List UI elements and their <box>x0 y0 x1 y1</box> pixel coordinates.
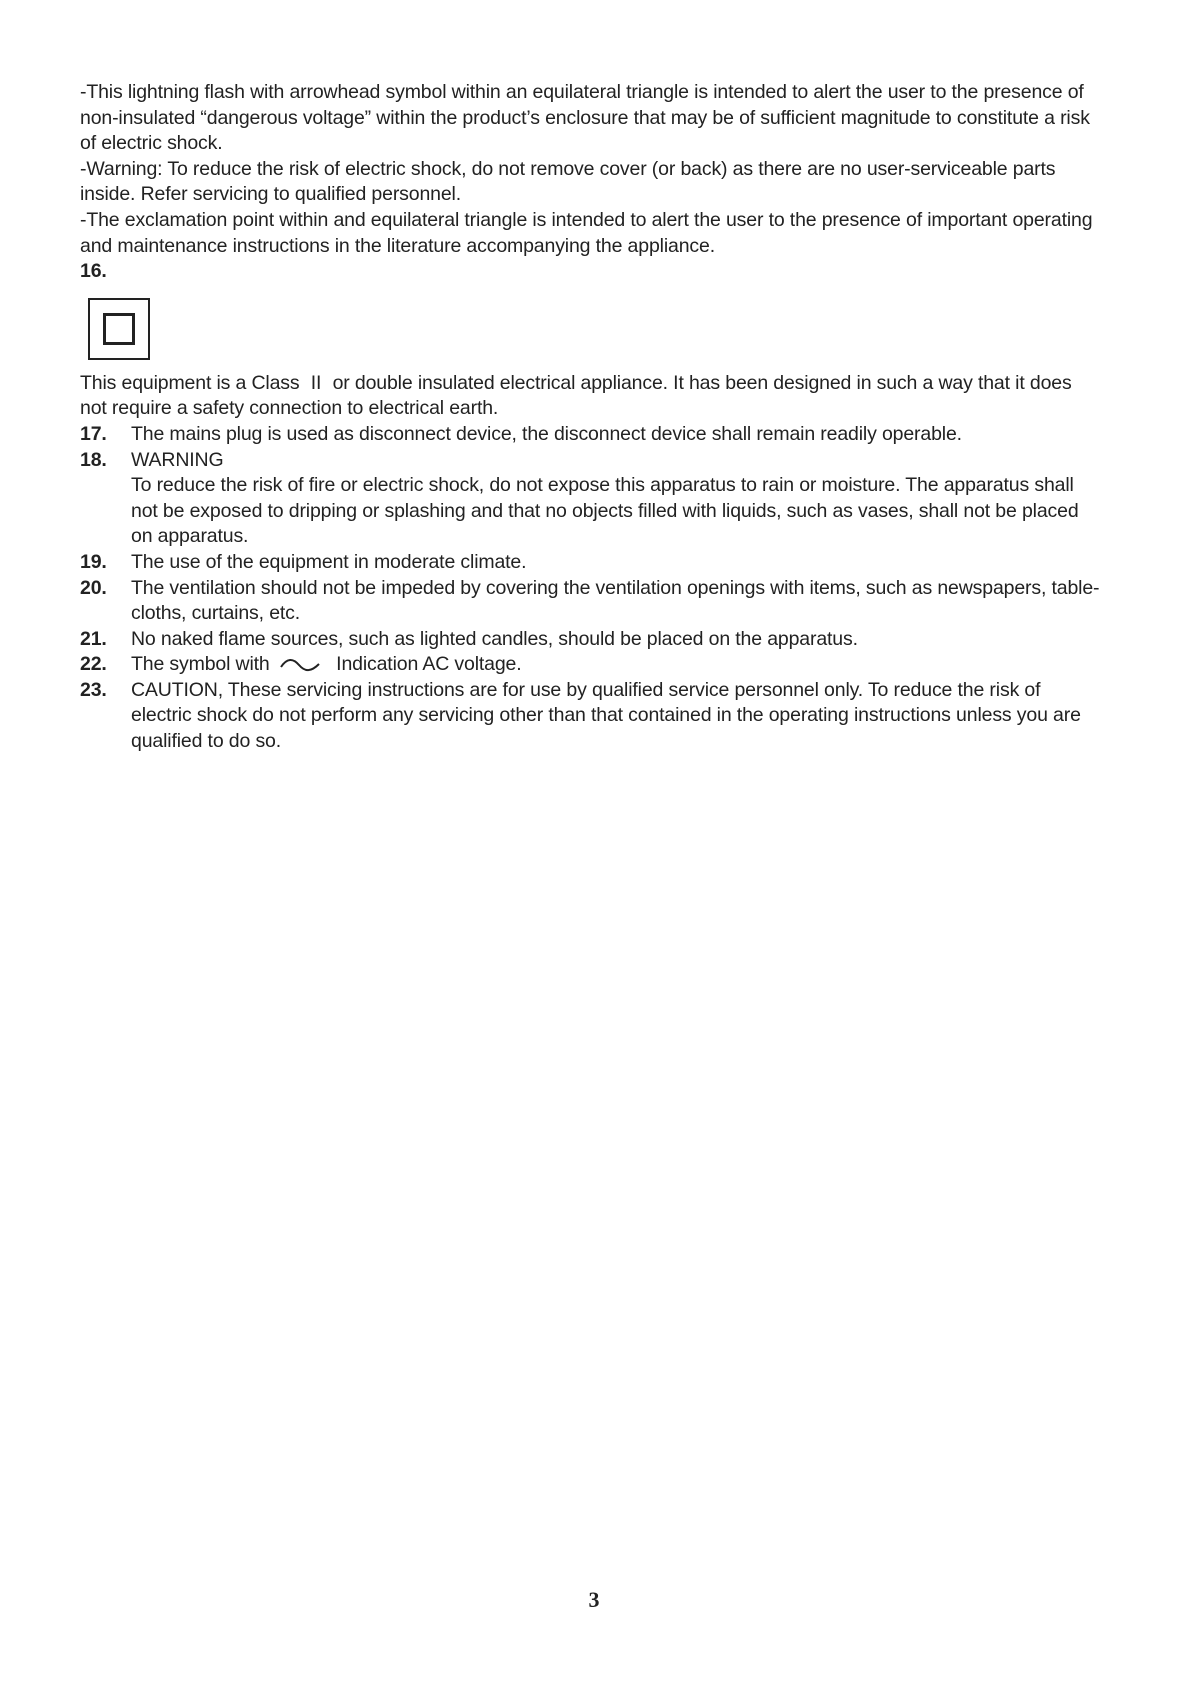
page-number: 3 <box>588 1587 600 1612</box>
item-text: CAUTION, These servicing instructions are for use by qualified service personnel only. To reduce the risk of electric shock do not perform any servicing other than that contained in the operating instructions unless you are qualified to do so. <box>131 678 1081 753</box>
item-number: 17. <box>80 422 107 445</box>
item-text: WARNING <box>131 448 224 471</box>
item-number: 22. <box>80 653 107 676</box>
list-item-22 <box>80 652 1100 678</box>
list-item-20 <box>80 576 1100 627</box>
item-16-number: 16. <box>80 260 107 283</box>
exclamation-paragraph: -The exclamation point within and equilateral triangle is intended to alert the user to the presence of important operating and maintenance instructions in the literature accompanying the appliance. <box>80 208 1093 257</box>
item-18-detail: To reduce the risk of fire or electric shock, do not expose this apparatus to rain or moisture. The apparatus shall not be exposed to dripping or splashing and that no objects filled with liquids, such as vases, shall not be placed on apparatus. <box>131 474 1079 548</box>
class-ii-text-after: or double insulated electrical appliance. It has been designed in such a way that it does not require a safety connection to electrical earth. <box>80 371 1072 420</box>
list-item-19 <box>80 550 1100 576</box>
list-item-23 <box>80 678 1100 755</box>
item-text: The mains plug is used as disconnect device, the disconnect device shall remain readily operable. <box>131 422 962 445</box>
item-number: 18. <box>80 448 107 471</box>
item-number: 20. <box>80 576 107 599</box>
class-ii-mark: II <box>310 371 322 394</box>
lightning-paragraph: -This lightning flash with arrowhead symbol within an equilateral triangle is intended to alert the user to the presence of non-insulated “dangerous voltage” within the product’s enclosure that may be of sufficient magnitude to constitute a risk of electric shock. <box>80 81 1090 155</box>
double-insulation-inner-square <box>103 313 135 345</box>
item-text: No naked flame sources, such as lighted candles, should be placed on the apparatus. <box>131 627 858 650</box>
document-body <box>80 80 1100 755</box>
double-insulation-square-icon <box>88 298 150 360</box>
item-number: 23. <box>80 678 107 701</box>
class-ii-paragraph <box>80 371 1100 422</box>
ac-tilde-icon <box>279 656 323 674</box>
item-number: 19. <box>80 550 107 573</box>
list-item-21 <box>80 627 1100 653</box>
class-ii-text-before: This equipment is a Class <box>80 371 305 394</box>
list-item-18 <box>80 448 1100 550</box>
warning-paragraph: -Warning: To reduce the risk of electric shock, do not remove cover (or back) as there are no user-serviceable parts inside. Refer servicing to qualified personnel. <box>80 157 1056 206</box>
item-text-after: Indication AC voltage. <box>330 653 522 676</box>
list-item-17 <box>80 422 1100 448</box>
item-text-before: The symbol with <box>131 653 275 676</box>
item-number: 21. <box>80 627 107 650</box>
item-text: The use of the equipment in moderate climate. <box>131 550 527 573</box>
item-text: The ventilation should not be impeded by covering the ventilation openings with items, such as newspapers, table-cloths, curtains, etc. <box>131 576 1100 625</box>
